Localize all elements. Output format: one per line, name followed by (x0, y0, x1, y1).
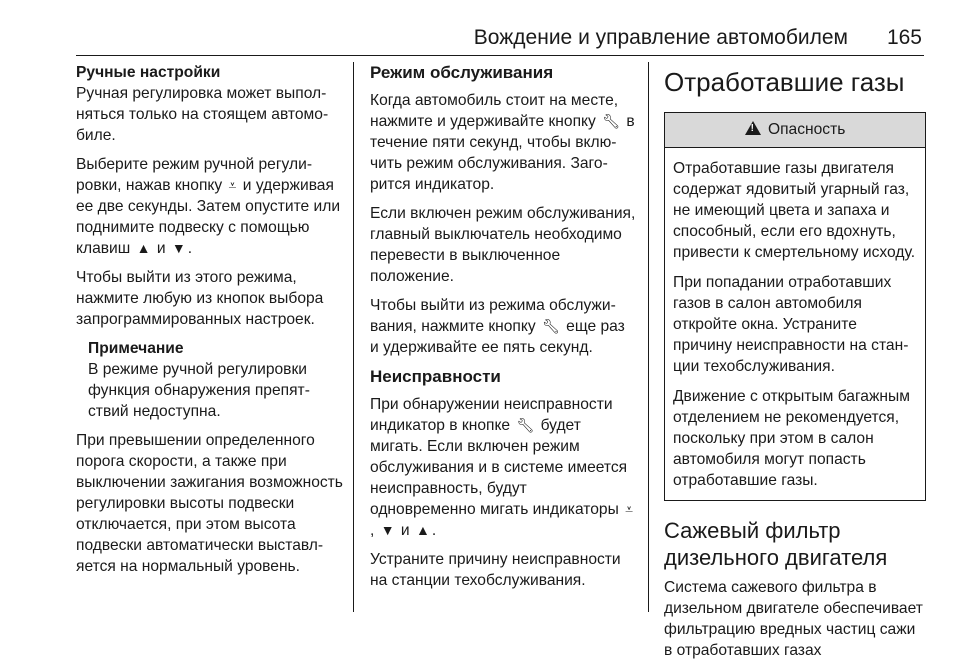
column-divider-1 (353, 62, 354, 612)
wrench-icon: 🔧︎ (602, 113, 620, 129)
wrench-icon: 🔧︎ (516, 417, 535, 433)
warning-paragraph: При попадании отработавших газов в салон автомобиля откройте окна. Устраните причину неисправности на станции техобслуживания. (673, 274, 909, 375)
paragraph: Система сажевого фильтра в дизельном двигателе обеспечивает фильтрацию вредных частиц сажи в отработавших газах (664, 579, 923, 659)
section-heading-manual: Ручные настройки (76, 64, 221, 81)
section-heading-diesel-filter: Сажевый фильтр дизельного двигателя (664, 518, 888, 570)
section-heading-service-mode: Режим обслуживания (370, 63, 554, 82)
warning-paragraph: Отработавшие газы двигателя содержат ядовитый угарный газ, не имеющий цвета и запаха и способный, если его вдохнуть, привести к смертельному исходу. (673, 160, 916, 261)
warning-label: Опасность (767, 121, 846, 138)
triangle-up-icon: ▲ (136, 240, 151, 256)
note-block (76, 338, 344, 422)
section-heading-faults: Неисправности (370, 367, 501, 386)
column-2 (370, 62, 636, 599)
suspension-icon: ⩡ (625, 501, 634, 517)
triangle-down-icon: ▼ (380, 522, 395, 538)
warning-body (665, 148, 925, 491)
section-heading-exhaust: Отработавшие газы (664, 67, 905, 97)
wrench-icon: 🔧︎ (542, 318, 560, 334)
paragraph: Чтобы выйти из режима обслуживания, нажмите кнопку 🔧︎ еще раз и удерживайте ее пять секунд. (370, 297, 625, 356)
paragraph: Чтобы выйти из этого режима, нажмите любую из кнопок выбора запрограммированных настроек. (76, 269, 324, 328)
paragraph: При обнаружении неисправности индикатор в кнопке 🔧︎ будет мигать. Если включен режим обслуживания и в системе имеется неисправность, будут одновременно мигать индикаторы ⩡, ▼ и ▲ . (370, 396, 634, 539)
header-divider (76, 55, 924, 56)
column-3 (664, 62, 926, 669)
paragraph: Если включен режим обслуживания, главный выключатель необходимо перевести в выключенное положение. (370, 205, 636, 285)
note-title: Примечание (88, 340, 184, 357)
page-number: 165 (886, 26, 922, 49)
triangle-up-icon: ▲ (415, 522, 430, 538)
suspension-icon: ⩡ (228, 177, 237, 193)
warning-triangle-icon: ! (745, 121, 761, 135)
triangle-down-icon: ▼ (171, 240, 186, 256)
page-header (0, 0, 960, 52)
warning-header (665, 113, 925, 148)
paragraph: Ручная регулировка может выполняться только на стоящем автомобиле. (76, 85, 329, 144)
warning-box (664, 112, 926, 501)
paragraph: Когда автомобиль стоит на месте, нажмите и удерживайте кнопку 🔧︎ в течение пяти секунд, чтобы включить режим обслуживания. Загорится индикатор. (370, 92, 635, 193)
paragraph: Устраните причину неисправности на станции техобслуживания. (370, 551, 621, 589)
column-divider-2 (648, 62, 649, 612)
page-title: Вождение и управление автомобилем (473, 26, 848, 49)
warning-paragraph: Движение с открытым багажным отделением не рекомендуется, поскольку при этом в салон автомобиля могут попасть отработавшие газы. (673, 388, 910, 489)
note-text: В режиме ручной регулировки функция обнаружения препятствий недоступна. (88, 361, 310, 420)
paragraph: При превышении определенного порога скорости, а также при выключении зажигания возможность регулировки высоты подвески отключается, при этом высота подвески автоматически выставляется на нормальный уровень. (76, 432, 343, 575)
paragraph: Выберите режим ручной регулировки, нажав кнопку ⩡ и удерживая ее две секунды. Затем опустите или поднимите подвеску с помощью клавиш ▲ и ▼ . (76, 156, 341, 257)
column-1 (76, 62, 344, 585)
